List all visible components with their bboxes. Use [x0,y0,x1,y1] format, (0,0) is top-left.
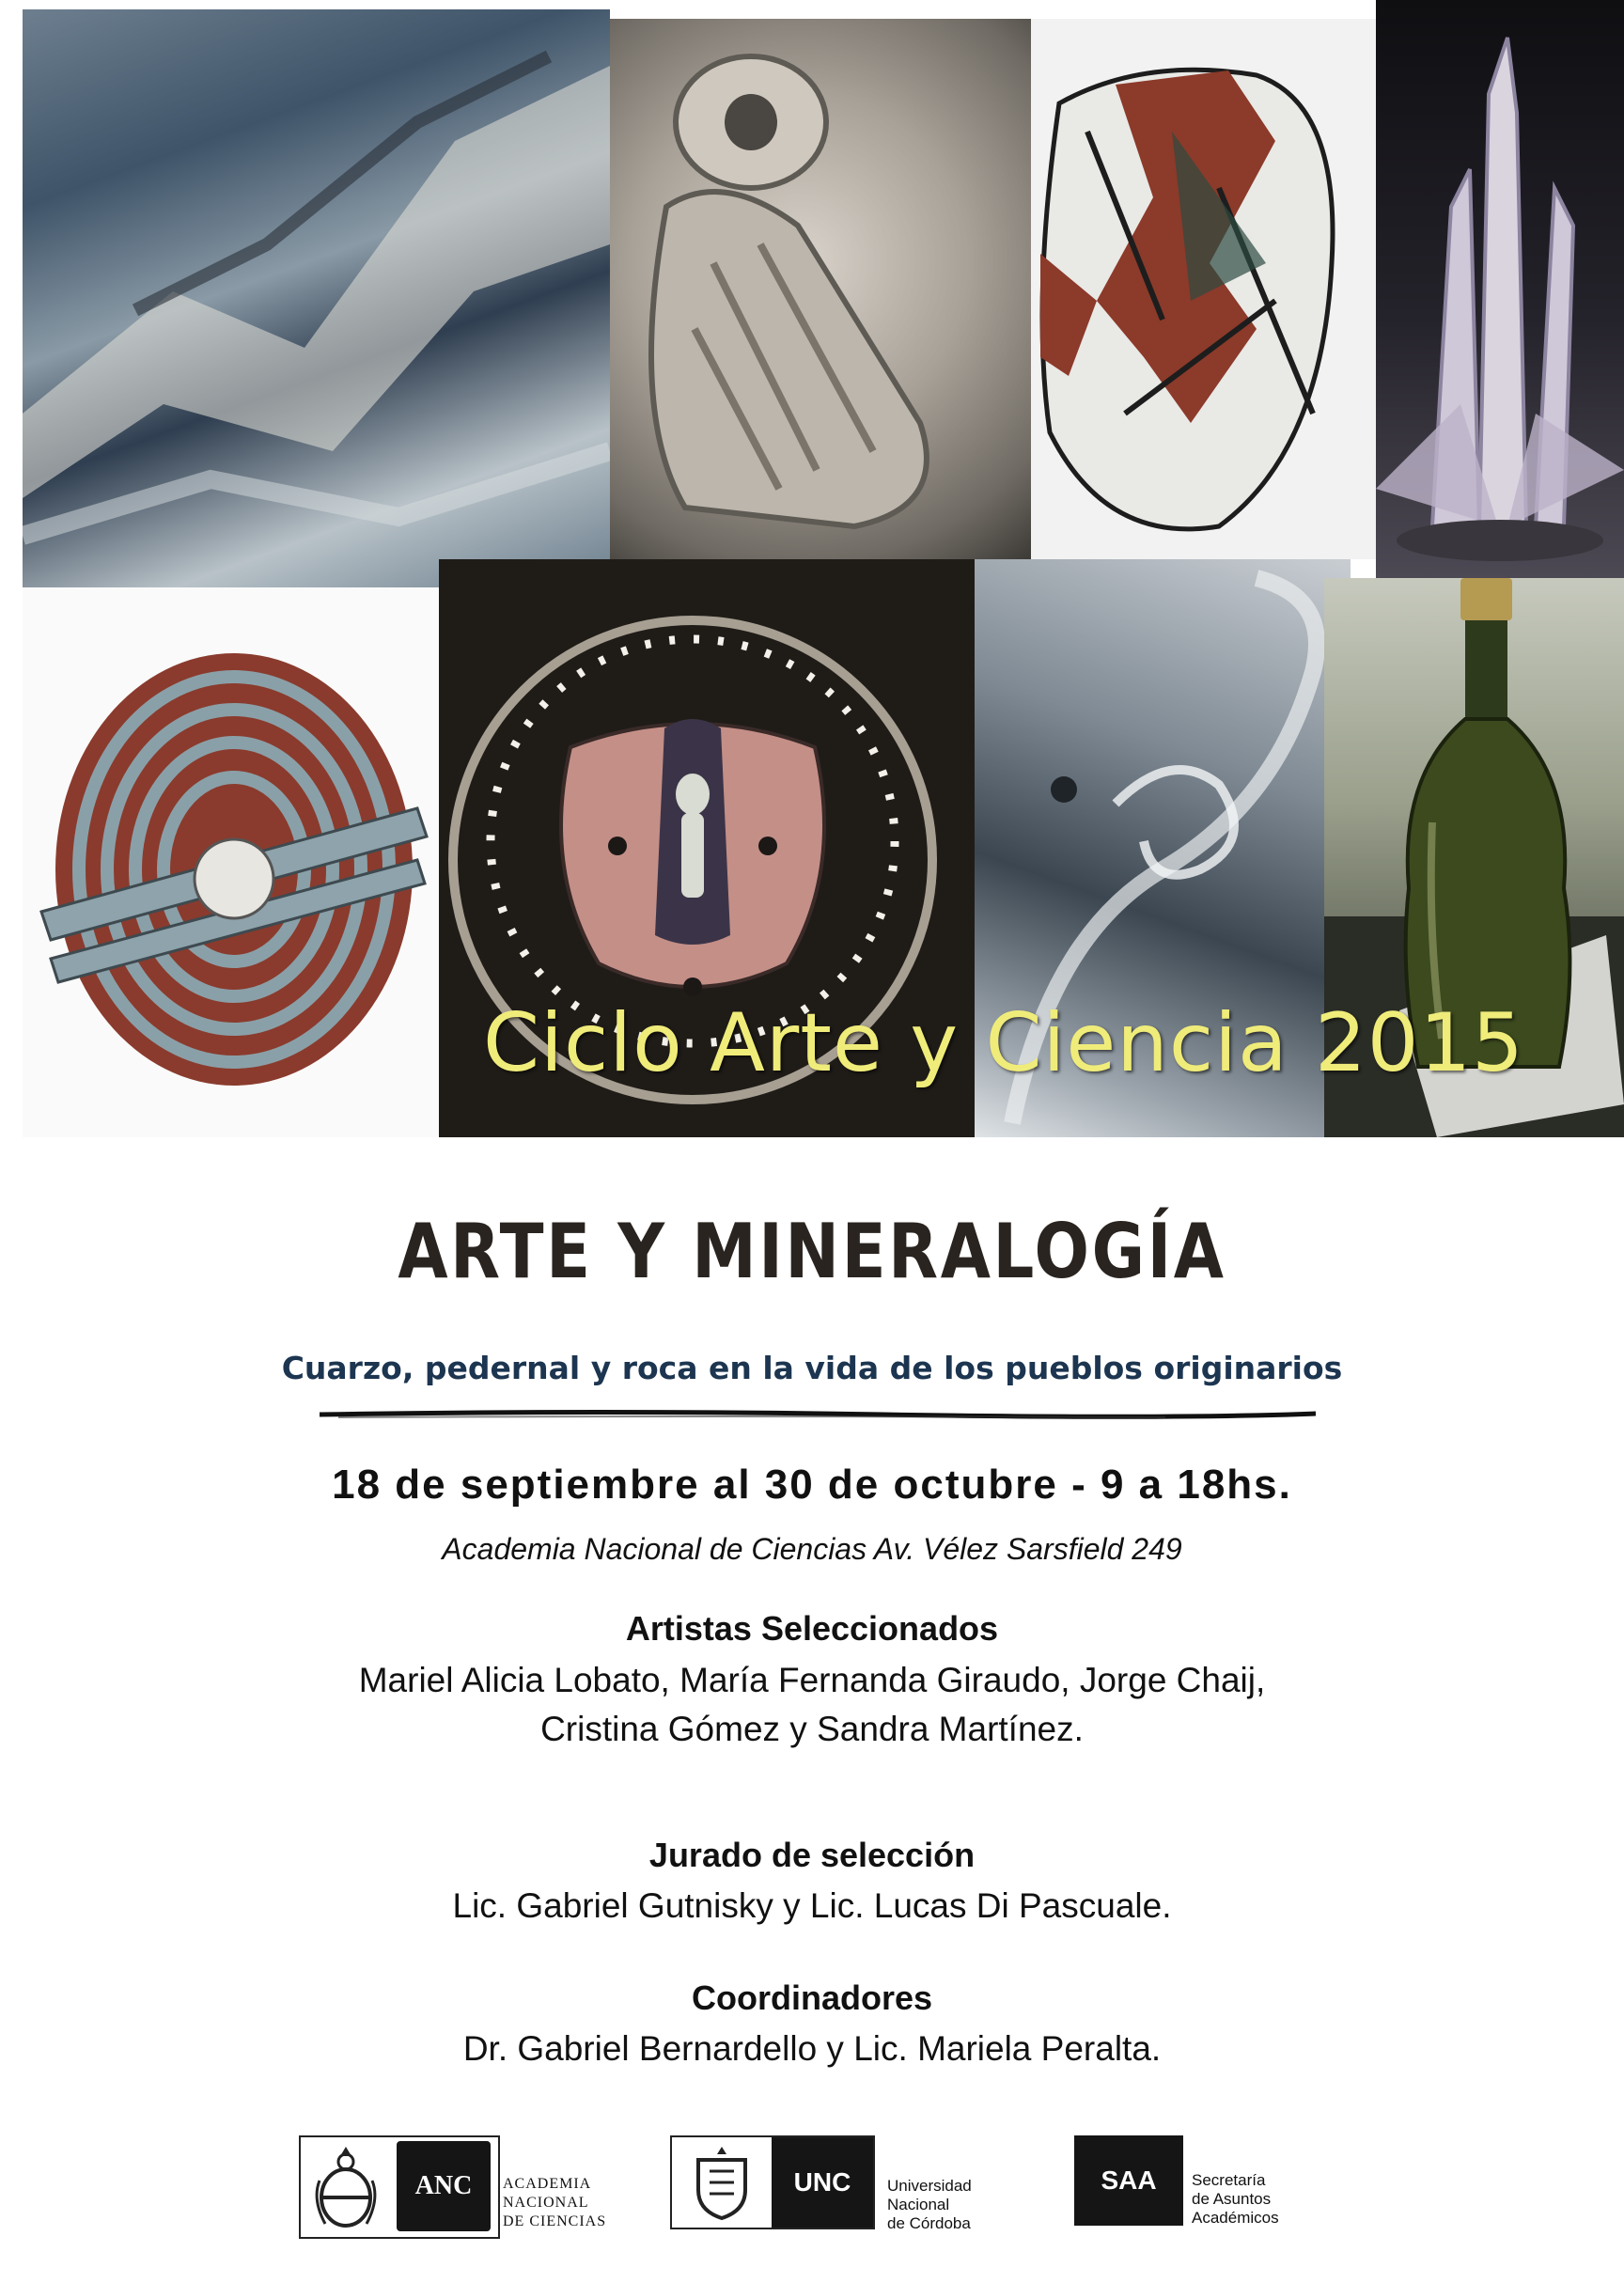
event-location: Academia Nacional de Ciencias Av. Vélez Sarsfield 249 [442,1532,1182,1566]
coordinators-heading: Coordinadores [691,1978,933,2017]
saa-line-3: Académicos [1192,2209,1279,2227]
unc-badge: UNC [772,2137,873,2228]
university-shield-icon [689,2143,755,2222]
saa-line-2: de Asuntos [1192,2190,1272,2208]
anc-line-2: NACIONAL [503,2195,589,2211]
banner-title: Ciclo Arte y Ciencia 2015 [483,996,1524,1090]
logo-unc [670,2135,875,2229]
sponsor-logos [0,2124,1624,2256]
page-subtitle: Cuarzo, pedernal y roca en la vida de los pueblos originarios [281,1350,1343,1386]
artwork-mosaic [1031,19,1381,559]
saa-line-1: Secretaría [1192,2171,1266,2189]
coordinators-names: Dr. Gabriel Bernardello y Lic. Mariela Peralta. [462,2029,1162,2068]
brush-divider [320,1410,1316,1419]
coat-of-arms-icon [308,2143,383,2231]
anc-line-1: ACADEMIA [503,2176,592,2192]
artwork-stone-sculpture [610,19,1031,559]
anc-line-3: DE CIENCIAS [503,2213,607,2229]
logo-anc [299,2135,500,2239]
artwork-crystal-sculpture [1376,0,1624,578]
anc-monogram-badge: ANC [397,2141,491,2231]
unc-line-2: Nacional [887,2196,950,2213]
artwork-concentric-ceramic [23,587,439,1137]
jury-names: Lic. Gabriel Gutnisky y Lic. Lucas Di Pascuale. [452,1886,1172,1925]
artists-heading: Artistas Seleccionados [625,1609,999,1648]
artists-line-2: Cristina Gómez y Sandra Martínez. [540,1710,1084,1748]
artists-line-1: Mariel Alicia Lobato, María Fernanda Giraudo, Jorge Chaij, [358,1661,1266,1699]
event-dates: 18 de septiembre al 30 de octubre - 9 a 18hs. [332,1462,1292,1508]
saa-badge: SAA [1074,2135,1183,2226]
page-title: ARTE Y MINERALOGÍA [398,1208,1226,1295]
unc-line-3: de Córdoba [887,2214,971,2232]
artwork-collage [23,0,1624,1137]
artwork-abstract-painting-blue [23,9,610,587]
unc-line-1: Universidad [887,2177,972,2195]
jury-heading: Jurado de selección [648,1836,976,1874]
